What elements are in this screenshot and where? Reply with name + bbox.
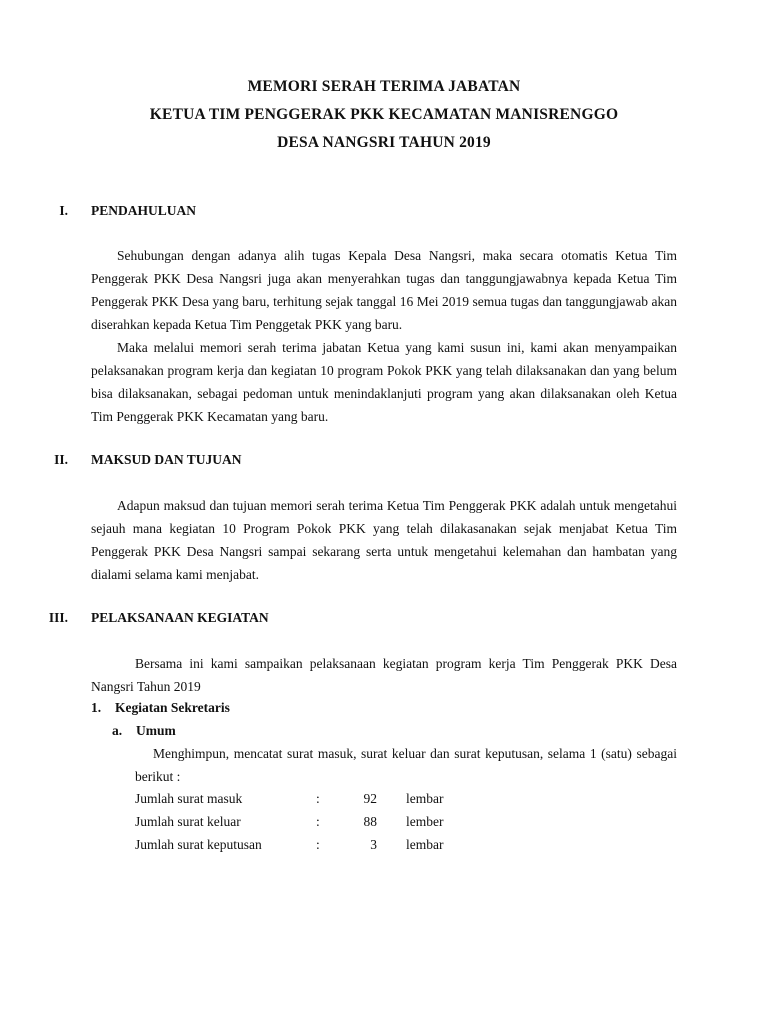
subsection-1a-label: Umum (136, 723, 176, 738)
doc-title-line-3: DESA NANGSRI TAHUN 2019 (277, 134, 491, 151)
section-3-number: III. (48, 610, 68, 625)
section-2-heading: MAKSUD DAN TUJUAN (91, 452, 242, 467)
section-1-number: I. (59, 203, 68, 218)
section-1-paragraph-1: Sehubungan dengan adanya alih tugas Kepala Desa Nangsri, maka secara otomatis Ketua Tim Penggerak PKK Desa Nangsri juga akan menyerahkan tugas dan tanggungjawabnya kepada Ketua Tim Penggerak PKK Desa yang baru, terhitung sejak tanggal 16 Mei 2019 semua tugas dan tanggungjawab akan diserahkan kepada Ketua Tim Penggetak PKK yang baru. (91, 248, 677, 332)
section-2-number: II. (54, 452, 68, 467)
row-colon: : (316, 814, 320, 829)
section-3-heading: PELAKSANAAN KEGIATAN (91, 610, 269, 625)
table-row (135, 791, 555, 811)
row-value: 92 (363, 791, 377, 806)
subsection-1a-number: a. (112, 723, 123, 738)
section-3-paragraph-1: Bersama ini kami sampaikan pelaksanaan kegiatan program kerja Tim Penggerak PKK Desa Nangsri Tahun 2019 (91, 656, 677, 694)
doc-title-line-1: MEMORI SERAH TERIMA JABATAN (247, 78, 521, 95)
row-unit: lember (406, 814, 444, 829)
row-value: 3 (370, 837, 377, 852)
row-colon: : (316, 837, 320, 852)
table-row (135, 814, 555, 834)
section-2-paragraph-1: Adapun maksud dan tujuan memori serah terima Ketua Tim Penggerak PKK adalah untuk mengetahui sejauh mana kegiatan 10 Program Pokok PKK yang telah dilakasanakan sejak menjabat Ketua Tim Penggerak PKK Desa Nangsri sampai sekarang serta untuk mengetahui kelemahan dan hambatan yang dialami selama kami menjabat. (91, 498, 677, 582)
row-unit: lembar (406, 837, 444, 852)
row-label: Jumlah surat masuk (135, 791, 243, 806)
section-1-paragraph-2: Maka melalui memori serah terima jabatan Ketua yang kami susun ini, kami akan menyampaikan pelaksanakan program kerja dan kegiatan 10 program Pokok PKK yang telah dilaksanakan dan yang belum bisa dilaksanakan, sebagai pedoman untuk menindaklanjuti program yang akan dilaksanakan oleh Ketua Tim Penggerak PKK Kecamatan yang baru. (91, 340, 677, 424)
row-label: Jumlah surat keputusan (135, 837, 262, 852)
subsection-1-label: Kegiatan Sekretaris (115, 700, 230, 715)
doc-title-line-2: KETUA TIM PENGGERAK PKK KECAMATAN MANISRENGGO (149, 106, 619, 123)
section-1-heading: PENDAHULUAN (91, 203, 197, 218)
subsection-1-heading (91, 700, 230, 716)
row-unit: lembar (406, 791, 444, 806)
row-colon: : (316, 791, 320, 806)
row-value: 88 (363, 814, 377, 829)
row-label: Jumlah surat keluar (135, 814, 241, 829)
table-row (135, 837, 555, 857)
subsection-1a-paragraph: Menghimpun, mencatat surat masuk, surat keluar dan surat keputusan, selama 1 (satu) sebagai berikut : (135, 746, 677, 784)
subsection-1a-heading (112, 723, 176, 739)
subsection-1-number: 1. (91, 700, 102, 715)
